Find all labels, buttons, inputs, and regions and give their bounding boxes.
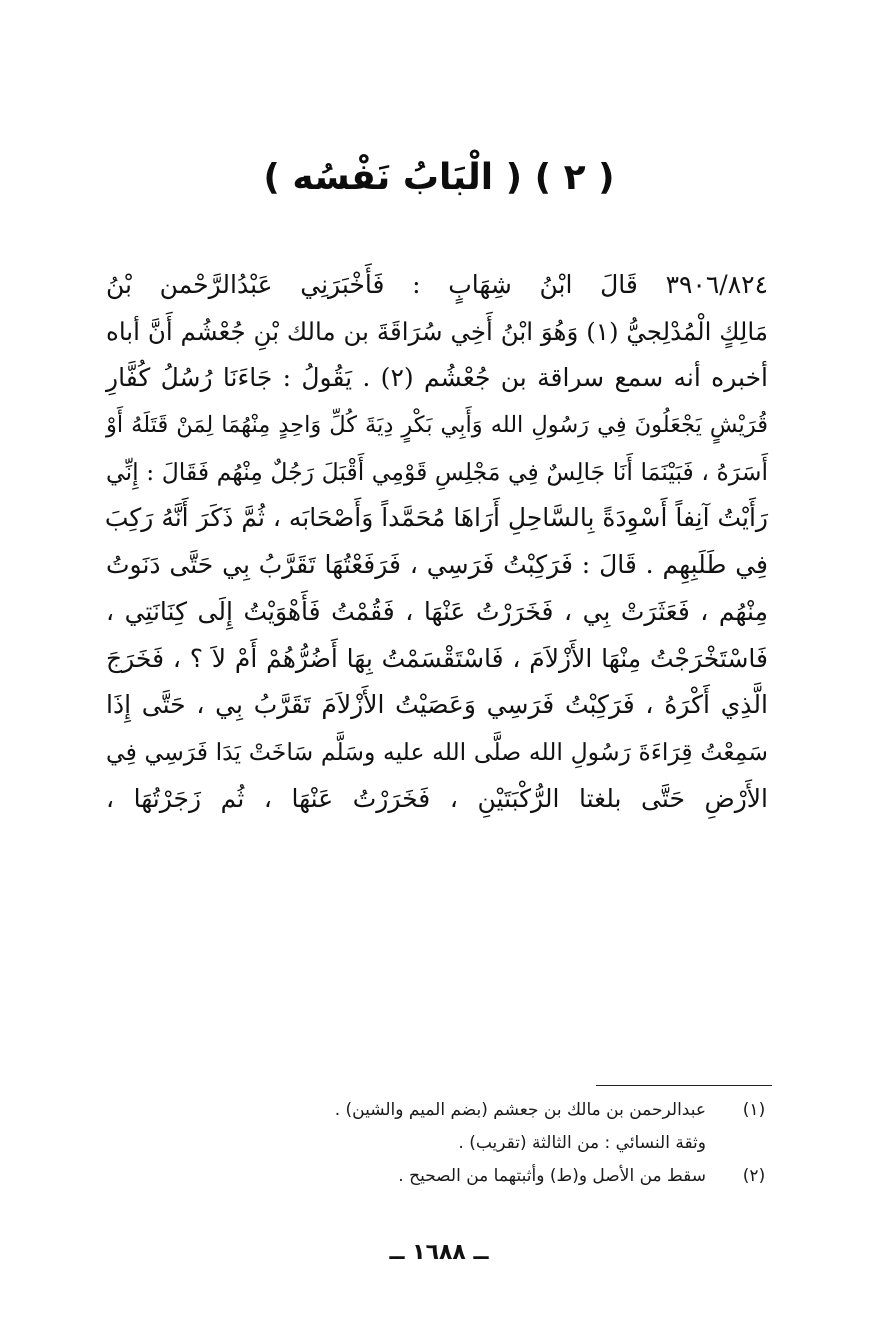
footnote-text: وثقة النسائي : من الثالثة (تقريب) . (458, 1133, 706, 1153)
text-line: أخبره أنه سمع سراقة بن جُعْشُم (٢) . يَقُولُ : جَاءَنَا رُسُلُ كُفَّارِ (106, 363, 768, 393)
text-line: الأَرْضِ حَتَّى بلغتا الرُّكْبَتَيْنِ ، فَخَرَرْتُ عَنْهَا ، ثُم زَجَرْتُهَا ، (106, 783, 768, 813)
text-line: سَمِعْتُ قِرَاءَةَ رَسُولِ الله صلَّى الله عليه وسَلَّم سَاخَتْ يَدَا فَرَسِي فِي (106, 737, 768, 766)
footnote-divider (596, 1085, 772, 1086)
text-line: رَأَيْتُ آنِفاً أَسْوِدَةً بِالسَّاحِلِ أَرَاهَا مُحَمَّداً وَأَصْحَابَه ، ثُمَّ ذَكَرَ أَنَّهُ رَكِبَ (104, 503, 768, 533)
footnote-item (200, 1127, 772, 1160)
footnotes (200, 1094, 772, 1193)
footnote-text: عبدالرحمن بن مالك بن جعشم (بضم الميم والشين) . (334, 1100, 706, 1120)
text-line: مَالِكٍ الْمُدْلِجيُّ (١) وَهُوَ ابْنُ أَخِي سُرَاقَةَ بن مالك بْنِ جُعْشُم أَنَّ أباه (106, 316, 768, 346)
text-line: الَّذِي أَكْرَهُ ، فَرَكِبْتُ فَرَسِي وَعَصَيْتُ الأَزْلاَمَ تَقَرَّبُ بِي ، حَتَّى إِذَا (106, 690, 768, 720)
text-line: قُرَيْشٍ يَجْعَلُونَ فِي رَسُولِ الله وَأَبِي بَكْرٍ دِيَةَ كُلِّ وَاحِدٍ مِنْهُمَا لِمَنْ قَتَلَهُ أَوْ (106, 412, 768, 439)
text-line: ٣٩٠٦/٨٢٤ قَالَ ابْنُ شِهَابٍ : فَأَخْبَرَنِي عَبْدُالرَّحْمن بْنُ (106, 270, 768, 299)
footnote-item (200, 1160, 772, 1193)
text-line: مِنْهُم ، فَعَثَرَتْ بِي ، فَخَرَرْتُ عَنْهَا ، فَقُمْتُ فَأَهْوَيْتُ إِلَى كِنَانَتِي ، (106, 596, 768, 626)
footnote-item (200, 1094, 772, 1127)
footnote-text: سقط من الأصل و(ط) وأثبتهما من الصحيح . (398, 1166, 706, 1186)
footnote-number: (١) (742, 1100, 766, 1120)
text-line: فَاسْتَخْرَجْتُ مِنْهَا الأَزْلاَمَ ، فَاسْتَقْسَمْتُ بِهَا أَضُرُّهُمْ أَمْ لاَ ؟ ، فَخَرَجَ (106, 643, 768, 673)
footnote-number: (٢) (742, 1166, 766, 1186)
page-number: ــ ١٦٨٨ ــ (389, 1240, 489, 1265)
text-line: فِي طَلَبِهِم . قَالَ : فَرَكِبْتُ فَرَسِي ، فَرَفَعْتُهَا تَقَرَّبُ بِي حَتَّى دَنَوتُ (106, 550, 768, 580)
chapter-heading: ( ٢ ) ( الْبَابُ نَفْسُه ) (263, 157, 615, 198)
text-line: أَسَرَهُ ، فَبَيْنَمَا أَنَا جَالِسٌ فِي مَجْلِسِ قَوْمِي أَقْبَلَ رَجُلٌ مِنْهُم فَقَالَ : إِنِّي (106, 457, 768, 486)
hadith-text (106, 262, 768, 822)
